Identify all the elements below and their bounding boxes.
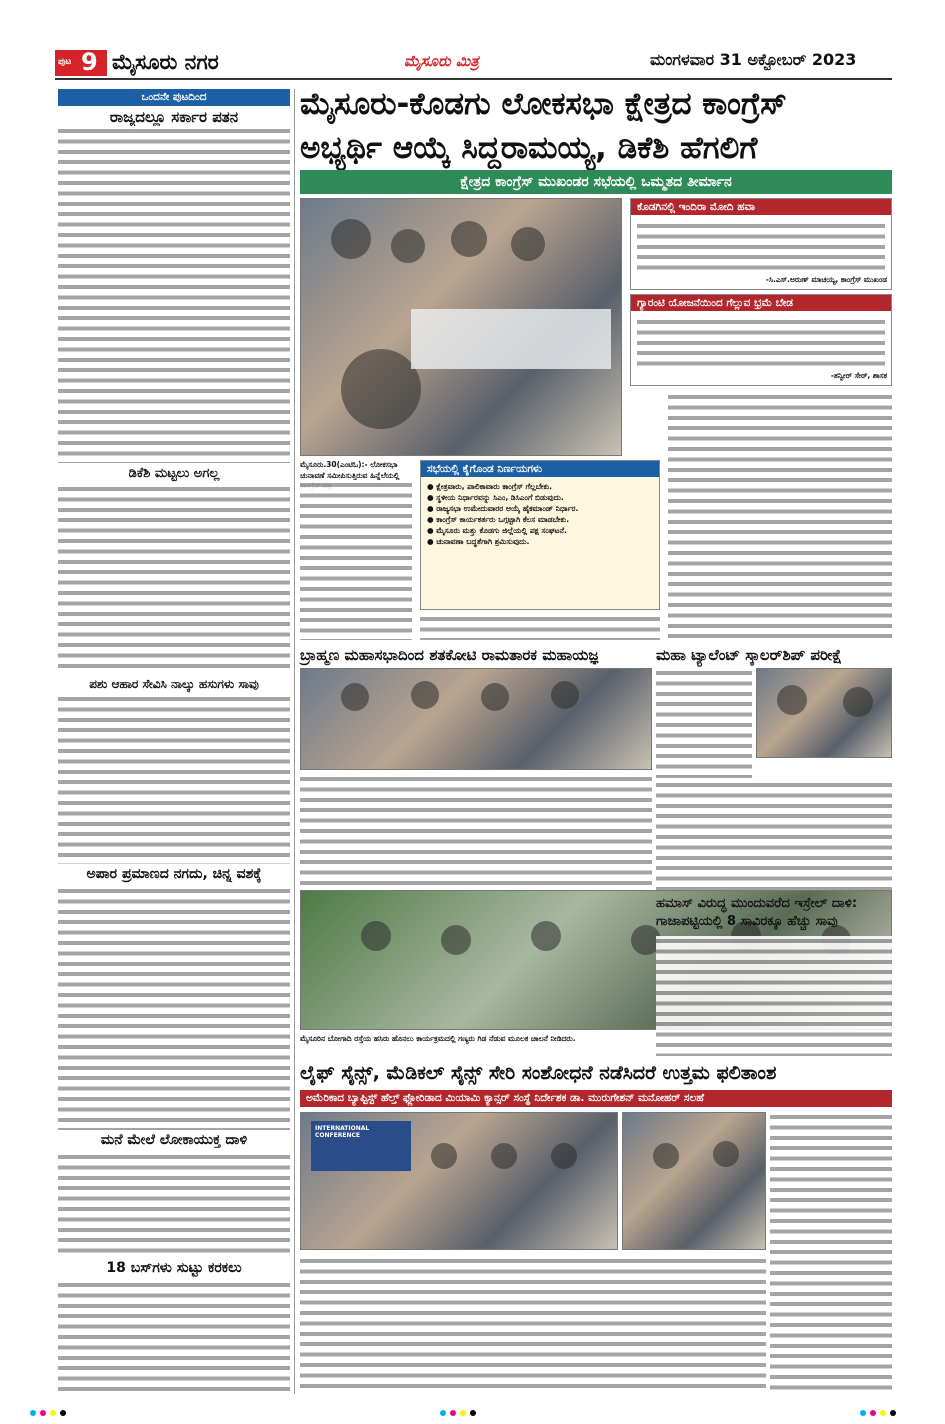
masthead-logo: ಮೈಸೂರು ಮಿತ್ರ — [404, 52, 479, 70]
yajna-photo — [300, 668, 652, 770]
indira-modi-box-title: ಕೊಡಗಿನಲ್ಲಿ ಇಂದಿರಾ ಮೋದಿ ಹವಾ — [631, 199, 891, 215]
decision-item: ● ಮೈಸೂರು ಮತ್ತು ಕೊಡಗು ಜಿಲ್ಲೆಯಲ್ಲಿ ಪಕ್ಷ ಸಂಘಟನೆ. — [427, 525, 653, 536]
story4-headline: ಮನೆ ಮೇಲೆ ಲೋಕಾಯುಕ್ತ ದಾಳಿ — [100, 1132, 248, 1148]
story1-body-cont — [58, 484, 290, 674]
lead-photo-caption: ಮೈಸೂರು.30(ಎಂಟಿಓ):- ಲೋಕಸಭಾ ಚುನಾವಣೆ ಸಮೀಪಿಸುತ್ತಿರುವ ಹಿನ್ನೆಲೆಯಲ್ಲಿ — [300, 460, 400, 480]
decision-item: ● ಕ್ಷೇತ್ರವಾರು, ಪಾಲಿಕಾವಾರು ಕಾಂಗ್ರೆಸ್ ಗೆಲ್ಲಬೇಕು. — [427, 481, 653, 492]
israel-body — [656, 936, 892, 1056]
header-rule — [55, 78, 892, 80]
conference-photo — [300, 1112, 618, 1250]
scholarship-photo — [756, 668, 892, 758]
guarantee-box — [630, 294, 892, 386]
lead-headline-line2: ಅಭ್ಯರ್ಥಿ ಆಯ್ಕೆ ಸಿದ್ದರಾಮಯ್ಯ, ಡಿಕೆಶಿ ಹೆಗಲಿಗೆ — [300, 130, 758, 166]
lead-body-col1 — [300, 480, 412, 640]
lead-subheadline: ಕ್ಷೇತ್ರದ ಕಾಂಗ್ರೆಸ್ ಮುಖಂಡರ ಸಭೆಯಲ್ಲಿ ಒಮ್ಮತದ ತೀರ್ಮಾನ — [300, 170, 892, 194]
story3-body — [58, 886, 290, 1130]
page-number: 9 — [81, 48, 98, 76]
story4-body — [58, 1152, 290, 1258]
indira-modi-box — [630, 198, 892, 290]
yajna-body — [300, 774, 652, 886]
israel-headline — [656, 895, 892, 931]
guarantee-box-title: ಗ್ಯಾರಂಟಿ ಯೋಜನೆಯಿಂದ ಗೆಲ್ಲುವ ಭ್ರಮೆ ಬೇಡ — [631, 295, 891, 311]
story5-headline: 18 ಬಸ್‌ಗಳು ಸುಟ್ಟು ಕರಕಲು — [106, 1260, 242, 1276]
science-body — [300, 1256, 766, 1392]
story1-headline: ರಾಜ್ಯದಲ್ಲೂ ಸರ್ಕಾರ ಪತನ — [109, 108, 239, 126]
lead-body-col3 — [668, 392, 892, 640]
scholarship-body-b — [656, 780, 892, 890]
tree-planting-caption: ಮೈಸೂರಿನ ಬೋಗಾದಿ ರಸ್ತೆಯ ಹಸಿರು ಹೊನಲು ಕಾರ್ಯಕ್ರಮದಲ್ಲಿ ಗಣ್ಯರು ಗಿಡ ನೆಡುವ ಮೂಲಕ ಚಾಲನೆ ನೀಡಿದರು. — [300, 1034, 576, 1043]
decisions-box-title: ಸಭೆಯಲ್ಲಿ ಕೈಗೊಂಡ ನಿರ್ಣಯಗಳು — [421, 461, 659, 477]
lead-headline-line1: ಮೈಸೂರು-ಕೊಡಗು ಲೋಕಸಭಾ ಕ್ಷೇತ್ರದ ಕಾಂಗ್ರೆಸ್ — [300, 86, 787, 122]
page-header — [0, 0, 945, 88]
lamp-lighting-photo — [622, 1112, 766, 1250]
story2-headline: ಪಶು ಆಹಾರ ಸೇವಿಸಿ ನಾಲ್ಕು ಹಸುಗಳು ಸಾವು — [89, 677, 259, 691]
israel-headline-line2: ಗಾಜಾಪಟ್ಟಿಯಲ್ಲಿ 8 ಸಾವಿರಕ್ಕೂ ಹೆಚ್ಚು ಸಾವು — [656, 914, 838, 929]
story1-subhead: ಡಿಕೆಶಿ ಮಟ್ಟಲು ಅಗಲ್ಲ — [128, 466, 220, 481]
indira-modi-author: -ಸಿ.ಎಸ್.ಅರುಣ್ ಮಾಚಯ್ಯ, ಕಾಂಗ್ರೆಸ್ ಮುಖಂಡ — [765, 275, 887, 284]
science-subheadline: ಅಮೆರಿಕಾದ ಬ್ಯಾಪ್ಟಿಸ್ಟ್ ಹೆಲ್ತ್ ಫ್ಲೋರಿಡಾದ ಮಿಯಾಮಿ ಕ್ಯಾನ್ಸರ್ ಸಂಸ್ಥೆ ನಿರ್ದೇಶಕ ಡಾ. ಮುರುಗೇಶನ್ ಮನೋಹರ್ ಸಲಹೆ — [300, 1090, 892, 1107]
decision-item: ● ಕಾಂಗ್ರೆಸ್ ಕಾರ್ಯಕರ್ತರು ಒಗ್ಗಟ್ಟಾಗಿ ಕೆಲಸ ಮಾಡಬೇಕು. — [427, 514, 653, 525]
lead-body-col2 — [420, 614, 660, 640]
yajna-headline: ಬ್ರಾಹ್ಮಣ ಮಹಾಸಭಾದಿಂದ ಶತಕೋಟಿ ರಾಮತಾರಕ ಮಹಾಯಜ್ಞ — [300, 646, 599, 664]
decision-item: ● ರಾಜ್ಯಸಭಾ ಉಮೇದುವಾರರ ಆಯ್ಕೆ ಹೈಕಮಾಂಡ್ ನಿರ್ಧಾರ. — [427, 503, 653, 514]
science-body-right — [770, 1112, 892, 1392]
conference-banner: INTERNATIONAL CONFERENCE — [311, 1121, 411, 1171]
decisions-box — [420, 460, 660, 610]
continued-tag: ಒಂದನೇ ಪುಟದಿಂದ — [58, 89, 290, 106]
scholarship-headline: ಮಹಾ ಟ್ಯಾಲೆಂಟ್ ಸ್ಕಾಲರ್‌ಶಿಪ್ ಪರೀಕ್ಷೆ — [656, 646, 842, 664]
decisions-list — [421, 477, 659, 551]
decision-item: ● ಸ್ಥಳೀಯ ನಿರ್ಧಾರವನ್ನು ಸಿಎಂ, ಡಿಸಿಎಂಗೆ ಬಿಡುವುದು. — [427, 492, 653, 503]
story2-body — [58, 694, 290, 864]
page-number-tag — [55, 50, 107, 76]
issue-date: ಮಂಗಳವಾರ 31 ಅಕ್ಟೋಬರ್ 2023 — [650, 50, 857, 69]
story3-headline: ಅಪಾರ ಪ್ರಮಾಣದ ನಗದು, ಚಿನ್ನ ವಶಕ್ಕೆ — [86, 866, 262, 882]
lead-headline — [300, 82, 892, 170]
science-headline: ಲೈಫ್ ಸೈನ್ಸ್, ಮೆಡಿಕಲ್ ಸೈನ್ಸ್ ಸೇರಿ ಸಂಶೋಧನೆ ನಡೆಸಿದರೆ ಉತ್ತಮ ಫಲಿತಾಂಶ — [300, 1062, 777, 1084]
section-title: ಮೈಸೂರು ನಗರ — [112, 50, 219, 74]
column-divider — [294, 89, 295, 1394]
story5-body — [58, 1280, 290, 1392]
decision-item: ● ಚುನಾವಣಾ ಬದ್ಧತೆಗಾಗಿ ಶ್ರಮಿಸುವುದು. — [427, 536, 653, 547]
israel-headline-line1: ಹಮಾಸ್ ವಿರುದ್ಧ ಮುಂದುವರೆದ ಇಸ್ರೇಲ್ ದಾಳಿ: — [656, 896, 858, 911]
registration-dots — [0, 1402, 945, 1424]
scholarship-body-a — [656, 668, 752, 778]
lead-photo-meeting — [300, 198, 622, 456]
guarantee-author: -ತನ್ವೀರ್ ಸೇಠ್, ಶಾಸಕ — [830, 371, 887, 380]
story1-body — [58, 126, 290, 463]
page-label: ಪುಟ — [58, 57, 72, 67]
